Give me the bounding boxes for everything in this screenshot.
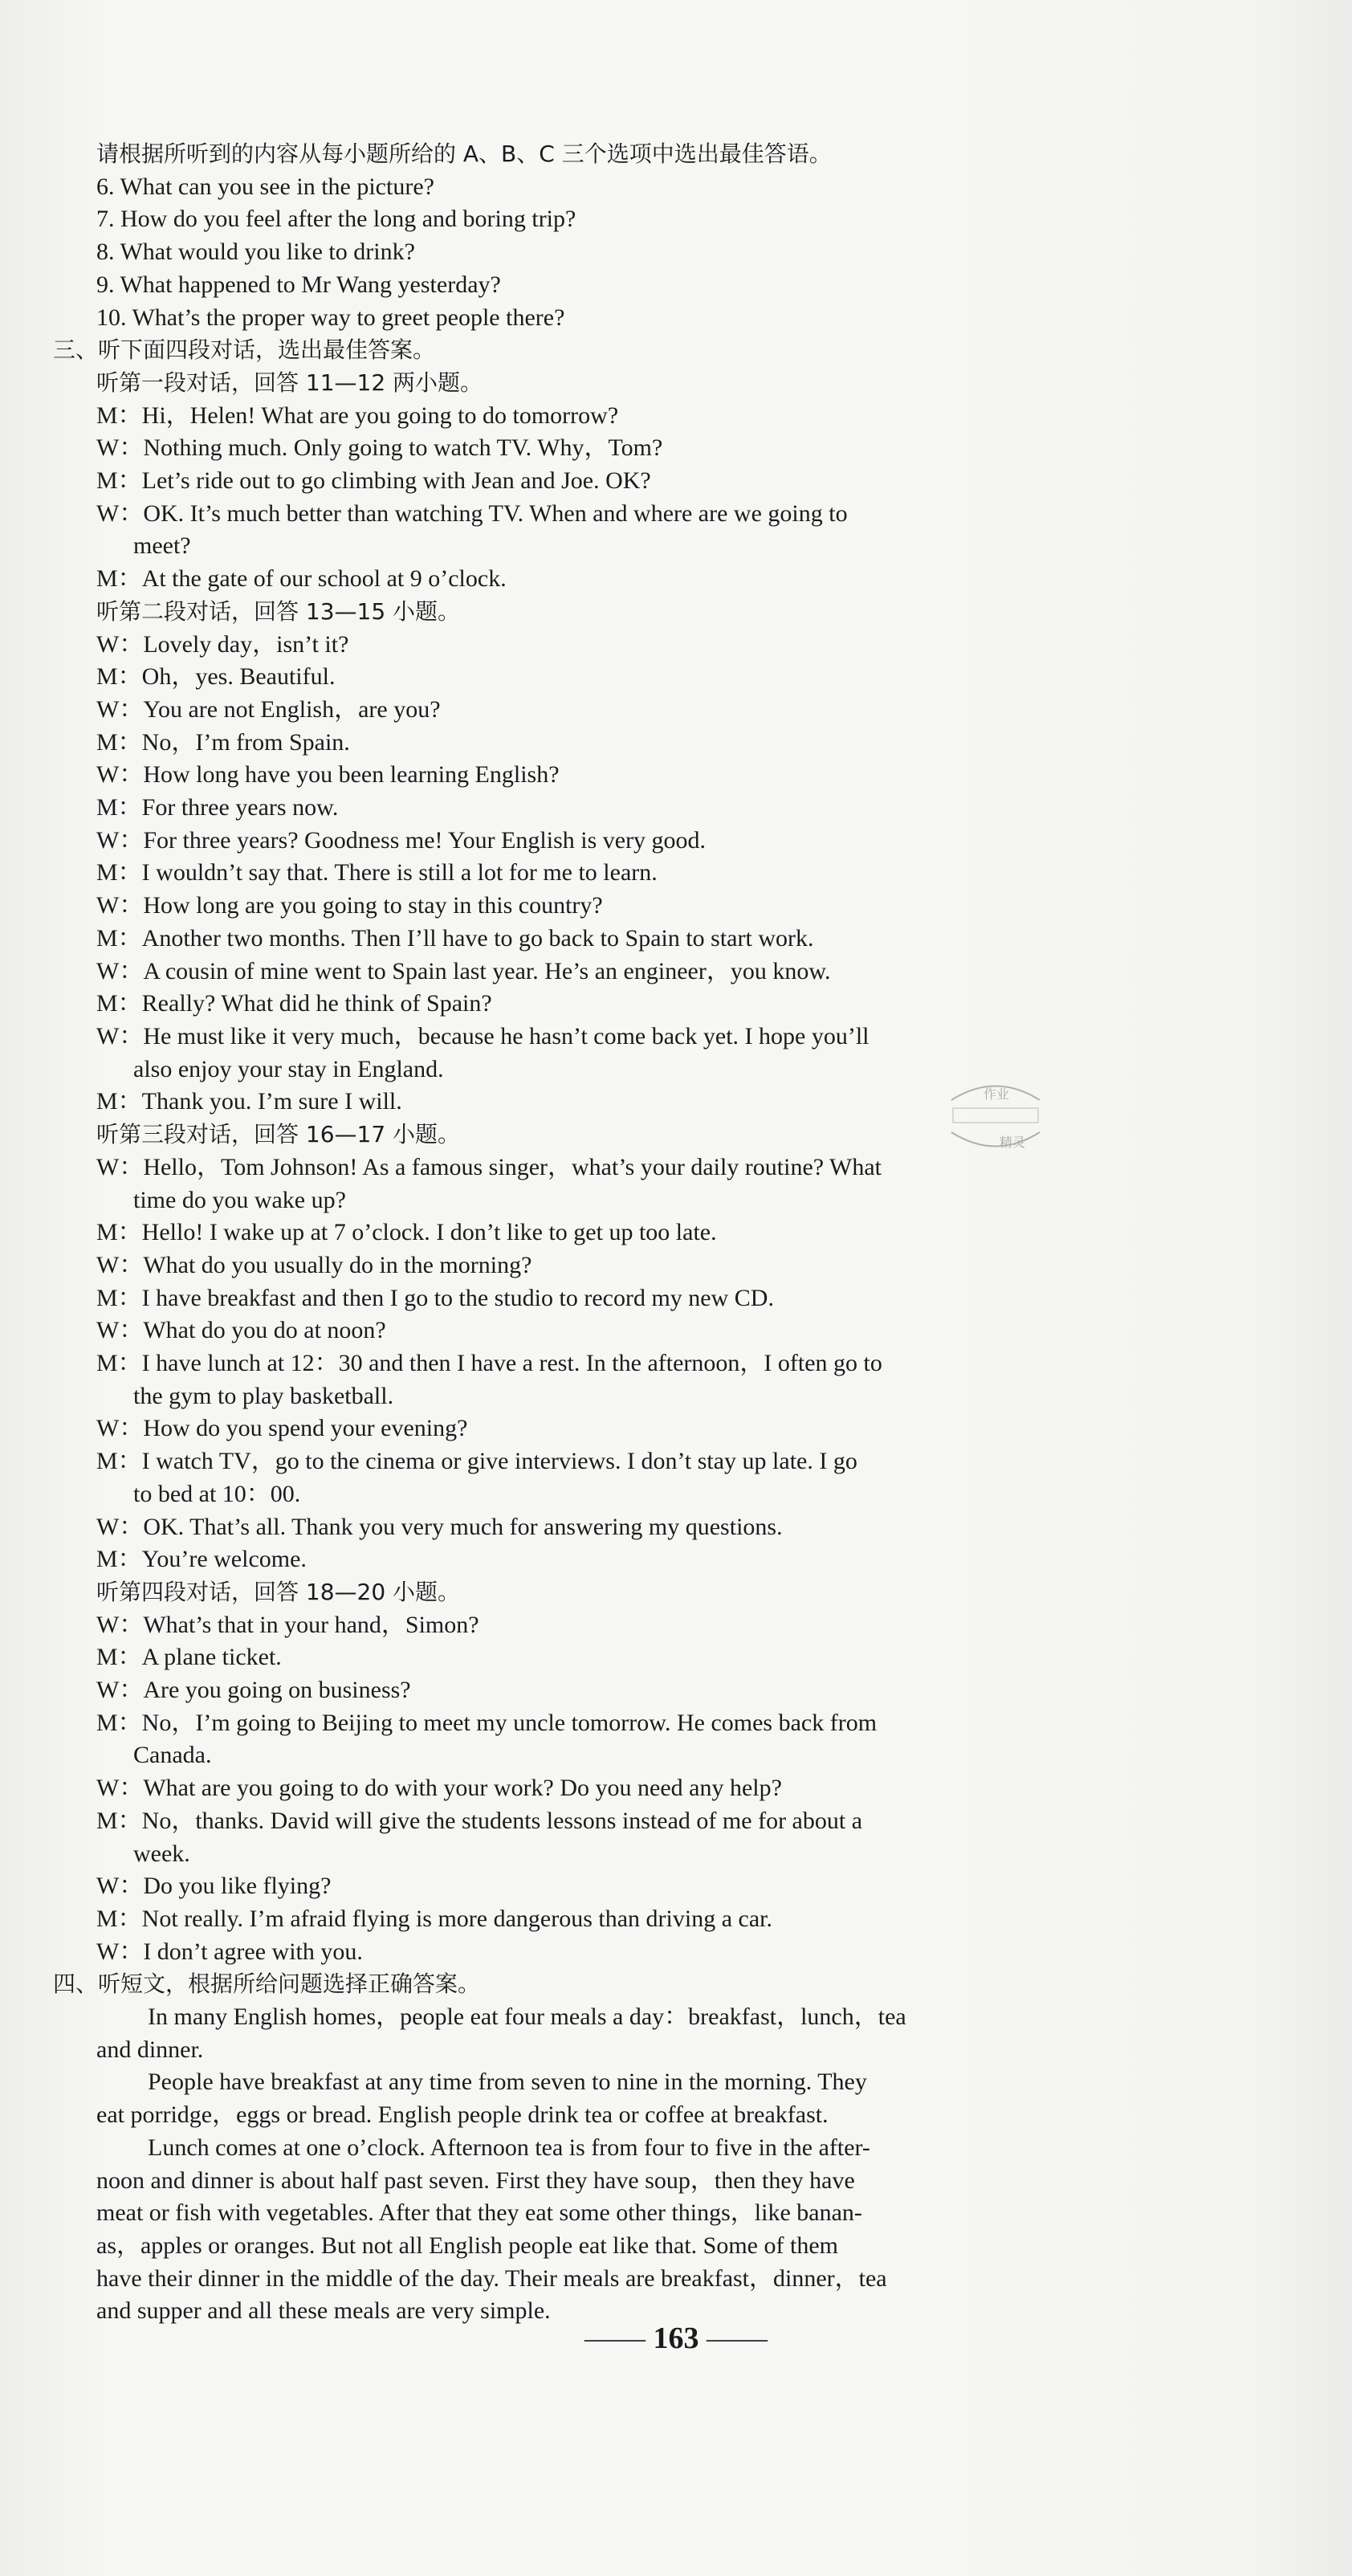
dialogue-line: M：Hello! I wake up at 7 o’clock. I don’t like to get up too late. xyxy=(96,1219,717,1246)
dialogue-line: M：I have breakfast and then I go to the studio to record my new CD. xyxy=(96,1284,774,1311)
dialogue-line: W：What are you going to do with your work? Do you need any help? xyxy=(96,1775,782,1802)
dialogue-line: M：For three years now. xyxy=(96,794,339,821)
question-7: 7. How do you feel after the long and boring trip? xyxy=(96,206,576,233)
question-6: 6. What can you see in the picture? xyxy=(96,173,434,200)
passage-line: and supper and all these meals are very simple. xyxy=(96,2297,551,2325)
dialogue-line: W：OK. It’s much better than watching TV. When and where are we going to xyxy=(96,499,848,527)
dialogue-line: W：Are you going on business? xyxy=(96,1677,411,1704)
dialogue-line: W：How do you spend your evening? xyxy=(96,1415,468,1442)
passage-line: Lunch comes at one o’clock. Afternoon tea is from four to five in the after- xyxy=(148,2134,870,2161)
passage-line: noon and dinner is about half past seven. First they have soup，then they have xyxy=(96,2166,855,2194)
dialogue-line-cont: week. xyxy=(133,1840,190,1867)
dialogue-line: M：Hi，Helen! What are you going to do tomorrow? xyxy=(96,401,619,429)
dialogue-line: M：Thank you. I’m sure I will. xyxy=(96,1088,402,1115)
dialogue-line: M：Really? What did he think of Spain? xyxy=(96,990,492,1017)
section-4-title: 四、听短文，根据所给问题选择正确答案。 xyxy=(53,1971,481,1998)
question-9: 9. What happened to Mr Wang yesterday? xyxy=(96,271,501,298)
dialogue-line: M：Another two months. Then I’ll have to go back to Spain to start work. xyxy=(96,924,814,952)
dialogue-line: W：What do you do at noon? xyxy=(96,1317,386,1344)
dialogue-line: M：I wouldn’t say that. There is still a lot for me to learn. xyxy=(96,859,658,887)
dialogue-1-heading: 听第一段对话，回答 11—12 两小题。 xyxy=(96,369,483,396)
passage-line: meat or fish with vegetables. After that they eat some other things，like banan- xyxy=(96,2199,862,2227)
dialogue-line: M：I have lunch at 12：30 and then I have a rest. In the afternoon，I often go to xyxy=(96,1350,882,1377)
section-3-title: 三、听下面四段对话，选出最佳答案。 xyxy=(53,336,436,364)
dialogue-line: M：You’re welcome. xyxy=(96,1546,307,1573)
dialogue-line-cont: the gym to play basketball. xyxy=(133,1382,394,1409)
dialogue-line: W：What’s that in your hand，Simon? xyxy=(96,1611,479,1638)
dialogue-line: W：You are not English，are you? xyxy=(96,695,441,723)
dialogue-line: M：No，I’m going to Beijing to meet my uncle tomorrow. He comes back from xyxy=(96,1709,878,1736)
passage-line: People have breakfast at any time from seven to nine in the morning. They xyxy=(148,2069,867,2096)
dialogue-line: W：Do you like flying? xyxy=(96,1873,332,1900)
page-number: 163 xyxy=(653,2321,699,2355)
passage-line: have their dinner in the middle of the day. Their meals are breakfast，dinner，tea xyxy=(96,2264,887,2292)
dialogue-line: W：Lovely day，isn’t it? xyxy=(96,630,349,658)
dialogue-line: M：A plane ticket. xyxy=(96,1644,282,1671)
dialogue-line: M：At the gate of our school at 9 o’clock. xyxy=(96,565,507,593)
dialogue-4-heading: 听第四段对话，回答 18—20 小题。 xyxy=(96,1578,461,1605)
question-8: 8. What would you like to drink? xyxy=(96,238,415,266)
dialogue-line: W：OK. That’s all. Thank you very much for answering my questions. xyxy=(96,1513,783,1540)
dialogue-line-cont: Canada. xyxy=(133,1742,212,1769)
stamp-top-text: 作业 xyxy=(983,1086,1010,1102)
dialogue-line: M：No，I’m from Spain. xyxy=(96,728,350,756)
dialogue-line: W：A cousin of mine went to Spain last year. He’s an engineer，you know. xyxy=(96,957,831,984)
question-10: 10. What’s the proper way to greet people there? xyxy=(96,304,565,331)
watermark-stamp xyxy=(943,1068,1048,1164)
dialogue-line: M：I watch TV，go to the cinema or give interviews. I don’t stay up late. I go xyxy=(96,1448,857,1475)
listening-text xyxy=(53,138,1040,2328)
passage-line: In many English homes，people eat four meals a day：breakfast，lunch，tea xyxy=(148,2003,906,2031)
dialogue-line-cont: time do you wake up? xyxy=(133,1186,346,1213)
page-footer: —— 163 —— xyxy=(584,2321,768,2355)
dialogue-3-heading: 听第三段对话，回答 16—17 小题。 xyxy=(96,1121,461,1148)
dialogue-line-cont: also enjoy your stay in England. xyxy=(133,1055,444,1082)
passage-line: eat porridge，eggs or bread. English people drink tea or coffee at breakfast. xyxy=(96,2101,829,2129)
instruction: 请根据所听到的内容从每小题所给的 A、B、C 三个选项中选出最佳答语。 xyxy=(96,141,832,167)
dialogue-line-cont: meet? xyxy=(133,532,191,560)
stamp-bottom-text: 精灵 xyxy=(1000,1135,1026,1150)
dialogue-line: W：Hello，Tom Johnson! As a famous singer，what’s your daily routine? What xyxy=(96,1153,882,1180)
dialogue-line: M：No，thanks. David will give the students lessons instead of me for about a xyxy=(96,1807,863,1834)
dialogue-line: W：He must like it very much，because he hasn’t come back yet. I hope you’ll xyxy=(96,1022,869,1050)
dialogue-line-cont: to bed at 10：00. xyxy=(133,1480,301,1507)
dialogue-line: W：Nothing much. Only going to watch TV. Why，Tom? xyxy=(96,434,663,462)
dialogue-line: M：Oh，yes. Beautiful. xyxy=(96,663,336,691)
dialogue-line: W：How long have you been learning English? xyxy=(96,761,560,789)
dialogue-line: W：I don’t agree with you. xyxy=(96,1938,363,1965)
dialogue-line: W：For three years? Goodness me! Your English is very good. xyxy=(96,826,707,854)
dialogue-line: M：Let’s ride out to go climbing with Jean and Joe. OK? xyxy=(96,467,651,495)
passage-line: and dinner. xyxy=(96,2036,204,2063)
dialogue-2-heading: 听第二段对话，回答 13—15 小题。 xyxy=(96,597,461,625)
dialogue-line: M：Not really. I’m afraid flying is more dangerous than driving a car. xyxy=(96,1905,772,1932)
dialogue-line: W：What do you usually do in the morning? xyxy=(96,1251,532,1278)
passage-line: as，apples or oranges. But not all English people eat like that. Some of them xyxy=(96,2232,838,2259)
dialogue-line: W：How long are you going to stay in this country? xyxy=(96,892,603,919)
